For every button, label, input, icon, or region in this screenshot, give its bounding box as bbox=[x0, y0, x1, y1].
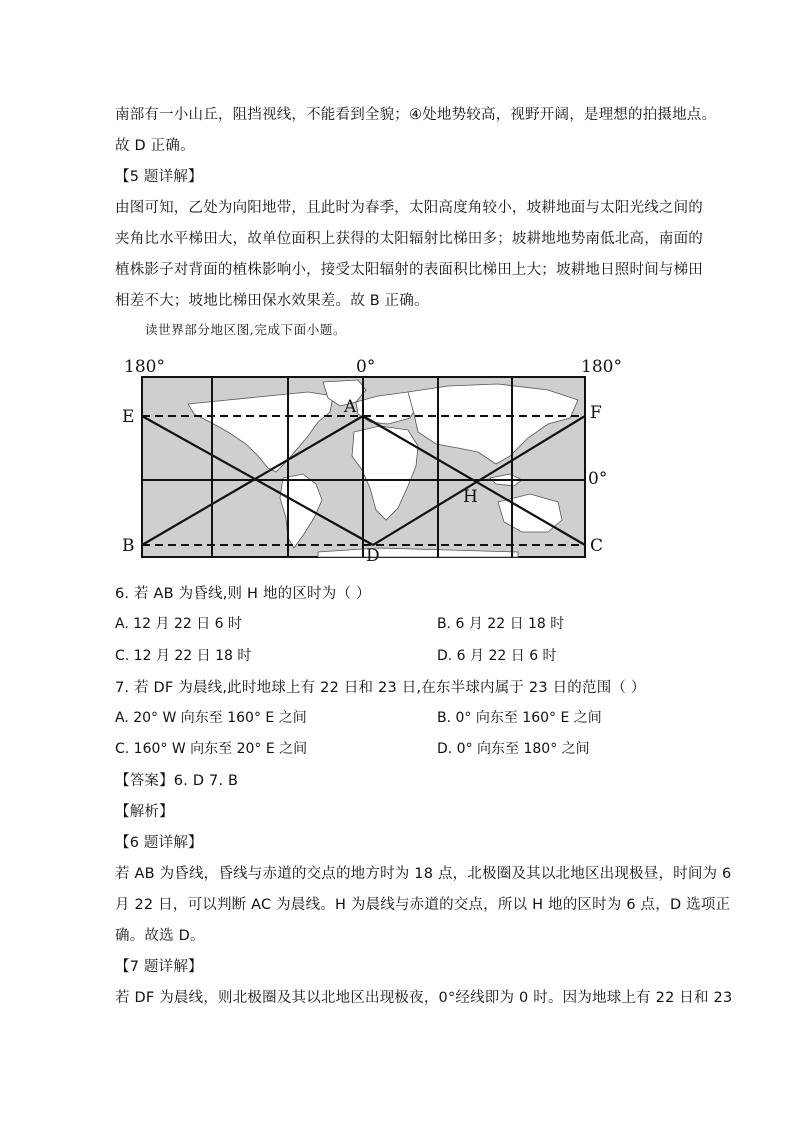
question-7-stem: 7. 若 DF 为晨线,此时地球上有 22 日和 23 日,在东半球内属于 23 日的范围（ ） bbox=[115, 680, 646, 696]
q6-detail-heading: 【6 题详解】 bbox=[115, 835, 203, 851]
text-line: 相差不大；坡地比梯田保水效果差。故 B 正确。 bbox=[115, 293, 429, 309]
q6-option-a: A. 12 月 22 日 6 时 bbox=[115, 616, 243, 632]
point-label-D: D bbox=[366, 546, 380, 566]
lon-label-right: 180° bbox=[581, 357, 622, 377]
text-line: 若 DF 为晨线，则北极圈及其以北地区出现极夜，0°经线即为 0 时。因为地球上有 22 日和 23 bbox=[115, 990, 733, 1006]
point-label-F: F bbox=[590, 403, 602, 423]
figure-caption: 读世界部分地区图,完成下面小题。 bbox=[145, 322, 347, 337]
text-line: 确。故选 D。 bbox=[115, 928, 205, 944]
q7-option-a: A. 20° W 向东至 160° E 之间 bbox=[115, 710, 307, 726]
q7-option-d: D. 0° 向东至 180° 之间 bbox=[437, 741, 590, 757]
point-label-A: A bbox=[344, 397, 357, 417]
q6-option-d: D. 6 月 22 日 6 时 bbox=[437, 648, 557, 664]
text-line: 植株影子对背面的植株影响小，接受太阳辐射的表面积比梯田上大；坡耕地日照时间与梯田 bbox=[115, 262, 703, 278]
point-label-C: C bbox=[590, 536, 604, 556]
question-6-stem: 6. 若 AB 为昏线,则 H 地的区时为（ ） bbox=[115, 586, 371, 602]
text-line: 故 D 正确。 bbox=[115, 138, 195, 154]
section-heading: 【5 题详解】 bbox=[115, 169, 203, 185]
text-line: 由图可知，乙处为向阳地带，且此时为春季，太阳高度角较小，坡耕地面与太阳光线之间的 bbox=[115, 200, 703, 216]
text-line: 月 22 日，可以判断 AC 为晨线。H 为晨线与赤道的交点，所以 H 地的区时为 6 点，D 选项正 bbox=[115, 897, 731, 913]
q7-option-c: C. 160° W 向东至 20° E 之间 bbox=[115, 741, 308, 757]
point-label-B: B bbox=[122, 536, 135, 556]
equator-label: 0° bbox=[588, 469, 608, 489]
text-line: 南部有一小山丘，阻挡视线，不能看到全貌；④处地势较高，视野开阔，是理想的拍摄地点。 bbox=[115, 107, 717, 123]
q7-option-b: B. 0° 向东至 160° E 之间 bbox=[437, 710, 602, 726]
answer-line: 【答案】6. D 7. B bbox=[115, 773, 239, 789]
q7-detail-heading: 【7 题详解】 bbox=[115, 959, 203, 975]
analysis-heading: 【解析】 bbox=[115, 804, 174, 820]
point-label-E: E bbox=[122, 407, 135, 427]
point-label-H: H bbox=[463, 487, 478, 507]
world-map-figure bbox=[118, 352, 628, 567]
text-line: 若 AB 为昏线，昏线与赤道的交点的地方时为 18 点，北极圈及其以北地区出现极昼，时间为 6 bbox=[115, 866, 732, 882]
lon-label-left: 180° bbox=[124, 357, 165, 377]
lon-label-center: 0° bbox=[356, 357, 376, 377]
q6-option-b: B. 6 月 22 日 18 时 bbox=[437, 616, 565, 632]
text-line: 夹角比水平梯田大，故单位面积上获得的太阳辐射比梯田多；坡耕地地势南低北高，南面的 bbox=[115, 231, 703, 247]
q6-option-c: C. 12 月 22 日 18 时 bbox=[115, 648, 252, 664]
world-map-svg bbox=[118, 352, 628, 567]
